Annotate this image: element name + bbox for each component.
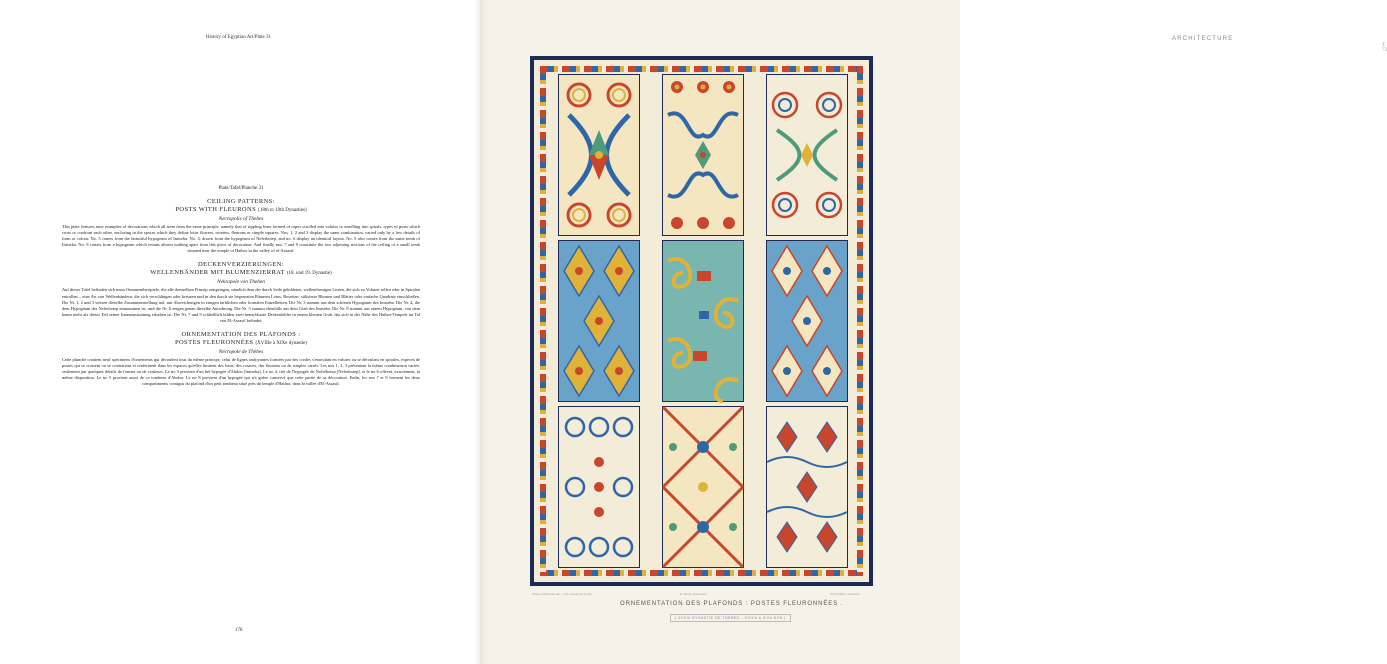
plate-inner: [534, 60, 869, 582]
plate-label: Plate/Tafel/Planche 31: [218, 186, 264, 191]
plate-border-top: [540, 66, 863, 72]
text-block: [62, 186, 420, 395]
section-title-line1: CEILING PATTERNS:: [207, 198, 275, 205]
plate-credit-right: Chromolith. Lemercier: [830, 592, 860, 596]
ornament-plate: [530, 56, 873, 586]
ornament-panel-8: [662, 406, 744, 568]
section-french: [62, 331, 420, 387]
section-title-line2: POSTES FLEURONNÉES: [174, 339, 254, 347]
section-title: [62, 198, 420, 215]
plate-number: T. 73: [1382, 43, 1387, 53]
section-body: This plate features nine examples of decorations which all stem from the same principle, namely that of rippling lines formed of ropes scrolled into volutes or unrolling into spirals, types of posts which cross or confront each other, enclosing in the spaces which they define lotus flowers, rosettes, fleurons or simple squares. Nos. 1, 2 and 3 display the same combination, varied only by a few details of form or colour. No. 3 comes from the beautiful hypogeum of Imiseba. No. 4, drawn from the hypogeum of Neferhotep, and no. 6 display an identical layout. No. 5 also comes from the same tomb of Imiseba. No. 8 comes from a hypogeum which retains almost nothing apart from this piece of decoration. And finally nos. 7 and 9 constitute the two adjoining sections of the ceiling of a small tomb situated near the temple of Hathor in the valley of el-Assasif.: [62, 224, 420, 254]
section-body: Auf dieser Tafel befinden sich neun Ornamentbeispiele, die alle demselben Prinzip entspringen, nämlich dem der durch Seile gebildeten, wellenförmigen Linien, die sich zu Voluten rollen oder in Spiralen entrollen – eine Art von Wellenbändern, die sich verschlingen oder kreuzen und in den durch sie begrenzten Räumen Lotus, Rosetten, stilisierte Blumen und Blätter oder einfache Quadrate einschließen. Die Nr. 1, 2 und 3 weisen dieselbe Zusammenstellung auf, mit Abweichungen in einigen farblichen oder formalen Einzelheiten. Die Nr. 3 stammt aus dem schönen Hypogäum des Imiseba. Die Nr. 4, die dem Hypogäum des Neferhotep entnommen ist, und die Nr. 6 zeigen genau dieselbe Anordnung. Die Nr. 5 stammt ebenfalls aus dem Grab des Imiseba. Die Nr. 8 stammt aus einem Hypogäum, von dem kaum mehr als dieser Teil seiner Innenausstattung erhalten ist. Die Nr. 7 und 9 schließlich bilden zwei benachbarte Deckenfelder in einem kleinen Grab, das sich in der Nähe des Hathor-Tempels im Tal von El-Assasif befindet.: [62, 287, 420, 323]
left-page: [0, 0, 480, 664]
section-subtitle: Nekropole von Theben: [217, 279, 265, 286]
ornament-panel-6: [766, 240, 848, 402]
plate-subcaption: ( XVIIIe DYNASTIE DE THÈBES – XVIIIe à XIXe DYN ): [670, 614, 791, 622]
section-title: [62, 261, 420, 278]
plate-header: ARCHITECTURE: [1172, 36, 1234, 42]
plate-border-bottom: [540, 570, 863, 576]
ornament-panel-3: [766, 74, 848, 236]
section-title-line1: DECKENVERZIERUNGEN:: [198, 261, 284, 269]
section-english: [62, 198, 420, 254]
ornament-panel-9: [766, 406, 848, 568]
section-title-line2: WELLENBÄNDER MIT BLUMENZIERRAT: [150, 269, 285, 277]
plate-credit-left: Prisse d'Avennes del. · Imp. Lemercier & Cie: [532, 592, 592, 596]
section-title-line2: POSTS WITH FLEURONS: [175, 206, 257, 213]
section-title-dynasty: (18. und 19. Dynastie): [286, 271, 332, 277]
section-subtitle: Necropolis of Thebes: [218, 216, 264, 222]
running-head: History of Egyptian Art/Plate 31: [206, 35, 271, 40]
section-title-dynasty: (XVIIIe à XIXe dynastie): [255, 341, 308, 347]
section-title-line1: ORNEMENTATION DES PLAFONDS :: [181, 331, 301, 339]
page-number: 178: [235, 628, 243, 633]
section-subtitle: Nécropole de Thèbes: [218, 349, 264, 356]
section-body: Cette planche contient neuf spécimens d'ornements qui découlent tous du même principe, celui de lignes ondoyantes formées par des cordes s'enroulant en volutes ou se déroulant en spirales, espèces de postes qui se croisent ou se contrarient et renferment dans les espaces qu'elles limitent des lotus, des rosaces, des fleurons ou de simples carrés. Les nos 1, 2, 3 présentent la même combinaison variée, seulement par quelques détails de formes ou de couleurs. Le no 3 provient d'un bel hypogée d'Abdou [Imiseba]. Le no 4, tiré de l'hypogée de Nofréhotep [Neferhotep], et le no 6 offrent, exactement, la même disposition. Le no 5 provient aussi de ce tombeau d'Abdou. Le no 8 provient d'un hypogée qui n'a guère conservé que cette partie de sa décoration. Enfin, les nos 7 et 9 forment les deux compartiments contigus du plafond d'un petit tombeau situé près du temple d'Hathor, dans la vallée d'El-Assasif.: [62, 357, 420, 387]
ornament-panel-7: [558, 406, 640, 568]
plate-border-left: [540, 66, 546, 576]
ornament-panel-4: [558, 240, 640, 402]
section-title: [62, 331, 420, 348]
plate-border-right: [857, 66, 863, 576]
ornament-panel-2: [662, 74, 744, 236]
ornament-panel-1: [558, 74, 640, 236]
section-german: [62, 261, 420, 324]
section-title-dynasty: (18th to 19th Dynasties): [258, 208, 307, 213]
plate-caption: ORNEMENTATION DES PLAFONDS : POSTES FLEURONNÉES .: [620, 601, 844, 607]
book-gutter: [474, 0, 486, 664]
plate-credit-center: E. Prisse d'Avennes: [680, 592, 707, 596]
ornament-panel-5: [662, 240, 744, 402]
